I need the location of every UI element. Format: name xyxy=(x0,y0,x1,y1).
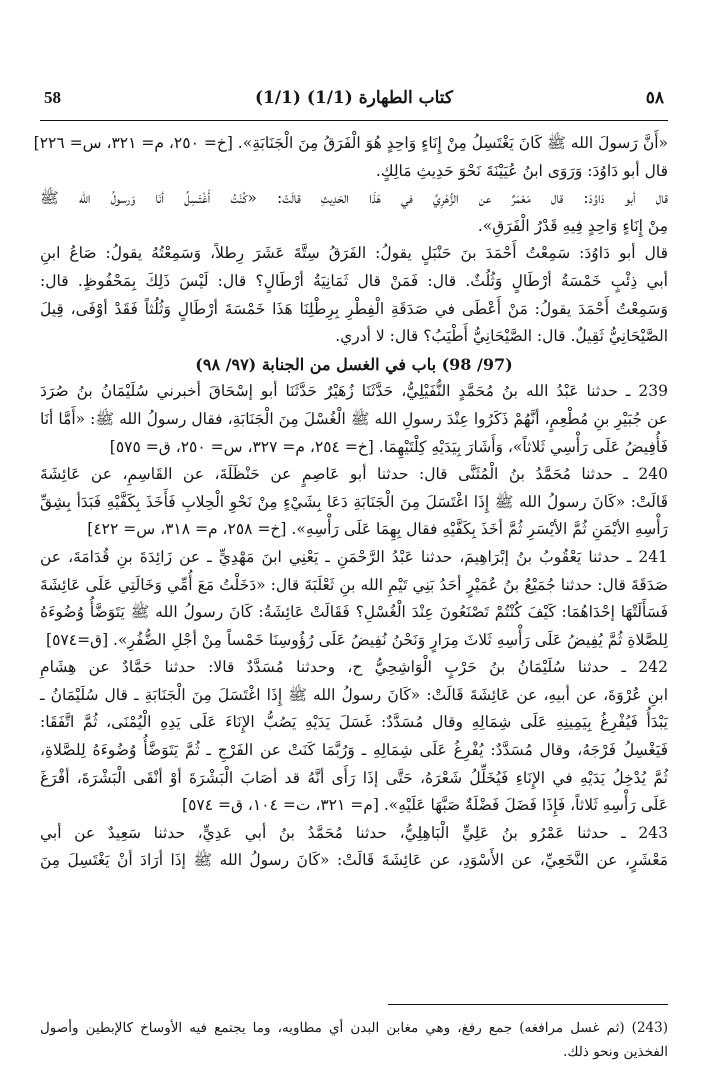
text-line: قال أبو دَاوُدَ: سَمِعْتُ أَحْمَدَ بنَ حَنْبَلٍ يقولُ: الفَرَقُ سِتَّةَ عَشَرَ رِطلاً، وَسَمِعْتُهُ يقولُ: صَاعُ ابنِ xyxy=(40,244,668,263)
footnote-line: (243) (ثم غسل مرافغه) جمع رفغ، وهي مغابن البدن أي مطاويه، وما يجتمع فيه الأوساخ كالإبطين وأصول xyxy=(40,1020,668,1036)
footnote xyxy=(40,1016,668,1064)
hadith-240-line: قَالَتْ: «كَانَ رسولُ الله ﷺ إِذَا اغْتَسَلَ مِنَ الْجَنَابَةِ دَعَا بِشَيْءٍ مِنْ نَحْوِ الْحِلابِ فَأَخَذَ بِكَفَّيْهِ فَبَدَأ بِشِقِّ xyxy=(40,492,668,511)
hadith-242-line: عَلَى رَأْسِهِ ثَلاثاً، فَإِذَا فَضَلَ فَضْلَةٌ صَبَّهَا عَلَيْهِ». [م= ٣٢١، ت= ١٠٤، ق= ٥٧٤] xyxy=(182,796,668,815)
hadith-240-line: 240 ـ حدثنا مُحَمَّدُ بنُ الْمُثَنَّى قال: حدثنا أبو عَاصِمٍ عن حَنْظَلَةَ، عن القَاسِمِ، عن عَائِشَةَ xyxy=(40,465,668,484)
hadith-242-line: يَبْدَأُ فَيُفْرِغُ بِيَمِينِهِ عَلَى شِمَالِهِ وقال مُسَدَّدٌ: غَسَلَ يَدَيْهِ يَصُبُّ الإِنَاءَ عَلَى يَدِهِ الْيُمْنَى، ثُمَّ اتَّفَقَا: xyxy=(40,713,668,732)
hadith-243-line: 243 ـ حدثنا عَمْرُو بنُ عَلِيٍّ الْبَاهِلِيُّ، حدثنا مُحَمَّدُ بنُ أبي عَدِيٍّ، حدثنا سَعِيدٌ عن أبي xyxy=(40,823,668,842)
hadith-241-line: فَسَأَلَتْهَا إحْدَاهُمَا: كَيْفَ كُنْتُمْ تَصْنَعُونَ عِنْدَ الْغُسْلِ؟ فَقَالَتْ عَائِشَةُ: كَانَ رسولُ الله ﷺ يَتَوَضَّأُ وُضُوءَهُ xyxy=(40,603,668,622)
hadith-242-line: ثُمَّ يُدْخِلُ يَدَيْهِ في الإِنَاءِ فَيُخَلِّلُ شَعْرَهُ، حَتَّى إذَا رَأَى أنَّهُ قد أصَابَ الْبَشْرَةَ أوْ أنْقَى الْبَشْرَةَ، أفْرَغَ xyxy=(40,768,668,787)
page-number-latin: 58 xyxy=(44,88,61,107)
hadith-239-line: فَأُفِيضُ عَلَى رَأْسِي ثَلاثاً»، وَأَشَارَ بِيَدَيْهِ كِلْتَيْهِمَا. [خ= ٢٥٤، م= ٣٢٧، س= ٢٥٠، ق= ٥٧٥] xyxy=(109,437,668,456)
text-line: قال أبو دَاوُدَ: وَرَوَى ابنُ عُيَيْنَةَ نَحْوَ حَدِيثِ مَالِكٍ. xyxy=(375,161,668,180)
hadith-241-line: لِلصَّلاةِ ثُمَّ يُفِيضُ عَلَى رَأْسِهِ ثَلاثَ مِرَارٍ وَنَحْنُ نُفِيضُ عَلَى رُؤُوسِنَا خَمْساً مِنْ أجْلِ الضُّفُرِ». [ق=٥٧٤] xyxy=(46,630,668,649)
hadith-241-line: صَدَقَةَ قال: حدثنا جُمَيْعُ بنُ عُمَيْرٍ أحَدُ بَنِي تَيْمِ الله بنِ ثَعْلَبَةَ قال: «دَخَلْتُ مَعَ أُمِّي وَخَالَتِي عَلَى عَائِشَةَ xyxy=(40,575,668,594)
footnote-divider xyxy=(388,1004,668,1005)
text-line: مِنْ إِنَاءٍ وَاحِدٍ فِيهِ قَدْرُ الْفَرَقِ». xyxy=(477,216,668,235)
page-number-arabic: ٥٨ xyxy=(645,88,664,108)
hadith-239-line: عن جُبَيْرِ بنِ مُطْعِمٍ، أنَّهُمْ ذَكَرُوا عِنْدَ رسولِ الله ﷺ الْغُسْلَ مِنَ الْجَنَابَةِ، فقال رسولُ الله ﷺ: «أَمَّا أنَا xyxy=(40,409,668,428)
hadith-242-line: ابنِ عُرْوَةَ، عن أبيهِ، عن عَائِشَةَ قَالَتْ: «كَانَ رسولُ الله ﷺ إِذَا اغْتَسَلَ مِنَ الْجَنَابَةِ ـ قال سُلَيْمَانُ ـ xyxy=(40,685,668,704)
hadith-242-line: 242 ـ حدثنا سُلَيْمَانُ بنُ حَرْبٍ الْوَاشِحِيُّ ح، وحدثنا مُسَدَّدٌ قالا: حدثنا حَمَّادٌ عن هِشَامِ xyxy=(40,658,668,677)
header-divider xyxy=(40,120,668,121)
text-line: الصَّيْحَانِيُّ ثَقِيلٌ. قال: الصَّيْحَانِيُّ أَطْيَبُ؟ قال: لا أدري. xyxy=(335,327,668,346)
chapter-heading: (97/ 98) باب في الغسل من الجنابة (٩٧/ ٩٨) xyxy=(195,354,513,374)
footnote-line: الفخذين ونحو ذلك. xyxy=(563,1044,668,1060)
text-line: قال أبو دَاوُدَ: قال مَعْمَرٌ عن الزُّهْرِيِّ في هَذَا الحَدِيثِ قالَتْ: «كُنْتُ أَغْتَسِلُ أنَا وَرسولُ الله ﷺ xyxy=(40,189,668,208)
hadith-243-line: مَعْشَرٍ، عن النَّخَعِيِّ، عن الأَسْوَدِ، عن عَائِشَةَ قَالَتْ: «كَانَ رسولُ الله ﷺ إذَا أرَادَ أنْ يَغْتَسِلَ مِنَ xyxy=(40,851,668,870)
main-text xyxy=(33,130,668,875)
hadith-239-line: 239 ـ حدثنا عَبْدُ الله بنُ مُحَمَّدٍ النُّفَيْلِيُّ، حَدَّثَنَا زُهَيْرٌ حَدَّثَنَا أبو إسْحَاقَ أخبرني سُلَيْمَانُ بنُ صُرَدَ xyxy=(40,382,668,401)
hadith-240-line: رَأْسِهِ الأيْمَنِ ثُمَّ الأيْسَرِ ثُمَّ أخَذَ بِكَفَّيْهِ فقال بِهِمَا عَلَى رَأْسِهِ». [خ= ٢٥٨، م= ٣١٨، س= ٤٢٢] xyxy=(87,520,668,539)
text-line: «أَنَّ رَسولَ الله ﷺ كَانَ يَغْتَسِلُ مِنْ إِنَاءٍ وَاحِدٍ هُوَ الْفَرَقُ مِنَ الْجَنَابَةِ». [خ= ٢٥٠، م= ٣٢١، س= ٢٢٦] xyxy=(33,134,668,152)
hadith-242-line: فَيَغْسِلُ فَرْجَهُ، وقال مُسَدَّدٌ: يُفْرِغُ عَلَى شِمَالِهِ ـ وَرُبَّمَا كَنَتْ عن الفَرْجِ ـ ثُمَّ يَتَوَضَّأُ وُضُوءَهُ لِلصَّلاةِ، xyxy=(40,741,668,760)
page-header xyxy=(40,88,668,118)
text-line: أبي ذِئْبٍ خَمْسَةُ أرْطَالٍ وَثُلُثٌ. قال: فَمَنْ قال ثَمَانِيَةُ أرْطَالٍ؟ قال: لَيْسَ ذَلِكَ بِمَحْفُوظٍ. قال: xyxy=(40,271,668,290)
hadith-241-line: 241 ـ حدثنا يَعْقُوبُ بنُ إبْرَاهِيمَ، حدثنا عَبْدُ الرَّحْمَنِ ـ يَعْنِي ابنَ مَهْدِيٍّ ـ عن زَائِدَةَ بنِ قُدَامَةَ، عن xyxy=(40,547,668,566)
running-title: (1/1) كتاب الطهارة (1/1) xyxy=(254,88,454,108)
text-line: وَسَمِعْتُ أَحْمَدَ يقولُ: مَنْ أَعْطَى في صَدَقَةِ الْفِطْرِ بِرِطْلِنَا هَذَا خَمْسَةَ أرْطَالٍ وَثُلُثاً فَقَدْ أوْفَى، قِيلَ xyxy=(40,299,668,318)
